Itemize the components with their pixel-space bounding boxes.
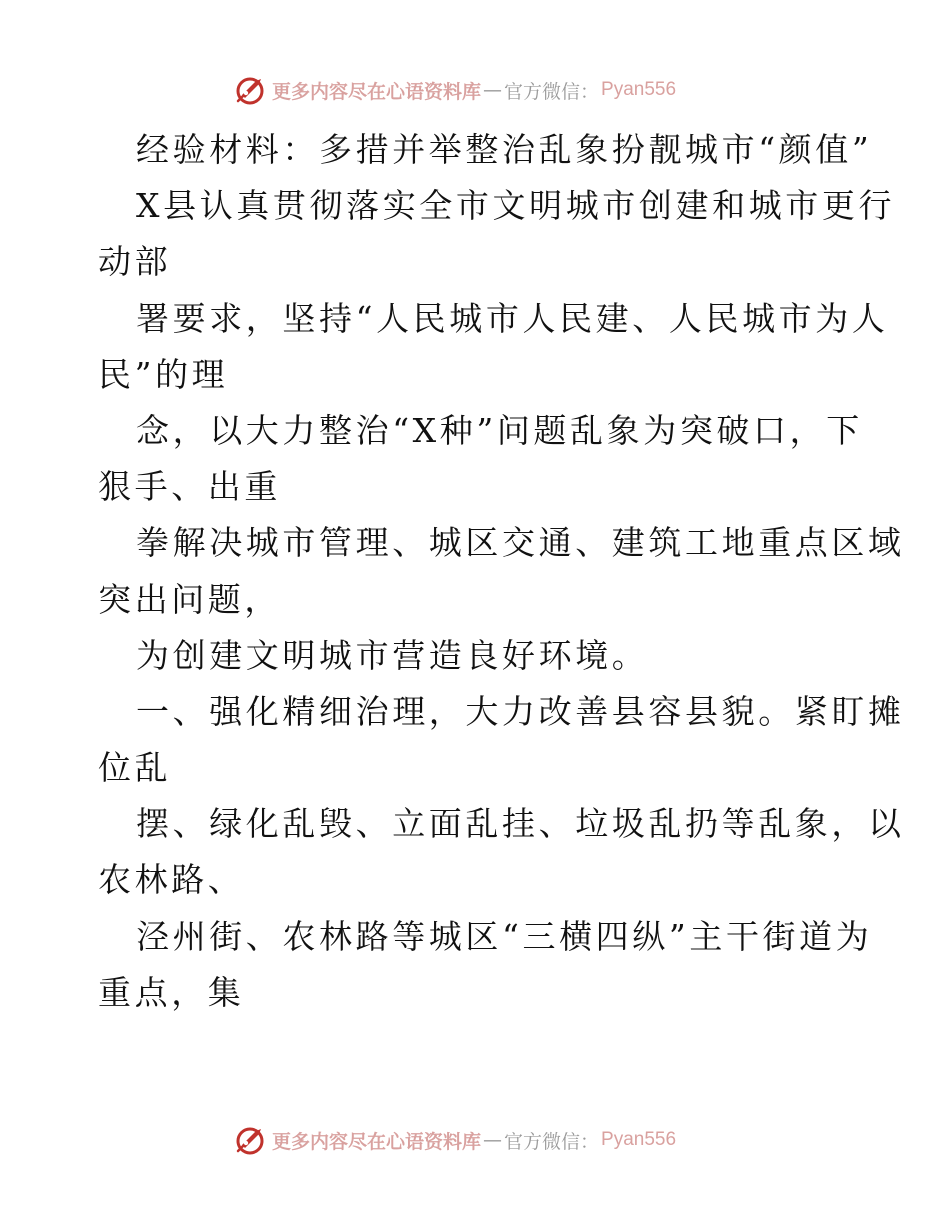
text-line: 重点，集 <box>98 972 245 1012</box>
header-wechat-label: 官方微信： <box>504 80 600 103</box>
header-brand-text: 更多内容尽在心语资料库 <box>272 80 482 103</box>
pen-nib-logo-icon <box>234 1123 268 1157</box>
footer-wechat-handle: Pyan556 <box>601 1129 677 1150</box>
text-line: 位乱 <box>98 748 172 788</box>
header-separator: — <box>483 79 503 101</box>
text-line: 一、强化精细治理，大力改善县容县貌。紧盯摊 <box>136 691 905 731</box>
footer-wechat-label: 官方微信： <box>504 1130 600 1153</box>
text-line: 拳解决城市管理、城区交通、建筑工地重点区域 <box>136 523 905 563</box>
text-line: 署要求，坚持“人民城市人民建、人民城市为人 <box>136 298 889 338</box>
document-body <box>98 122 905 1021</box>
text-line: 为创建文明城市营造良好环境。 <box>136 635 649 675</box>
footer-separator: — <box>483 1129 503 1151</box>
text-line: 突出问题， <box>98 579 281 619</box>
header-wechat-handle: Pyan556 <box>601 79 677 100</box>
footer-banner <box>234 1120 734 1160</box>
text-line: 狠手、出重 <box>98 467 281 507</box>
header-banner <box>234 70 734 110</box>
pen-nib-logo-icon <box>234 73 268 107</box>
text-line: 泾州街、农林路等城区“三横四纵”主干街道为 <box>136 916 873 956</box>
footer-brand-text: 更多内容尽在心语资料库 <box>272 1130 482 1153</box>
text-line: X县认真贯彻落实全市文明城市创建和城市更行 <box>136 186 896 226</box>
text-line: 农林路、 <box>98 860 245 900</box>
text-line: 经验材料：多措并举整治乱象扮靓城市“颜值” <box>136 130 873 169</box>
text-line: 民”的理 <box>98 354 229 394</box>
text-line: 动部 <box>98 242 172 282</box>
text-line: 摆、绿化乱毁、立面乱挂、垃圾乱扔等乱象，以 <box>136 804 905 844</box>
text-line: 念，以大力整治“X种”问题乱象为突破口，下 <box>136 410 863 450</box>
